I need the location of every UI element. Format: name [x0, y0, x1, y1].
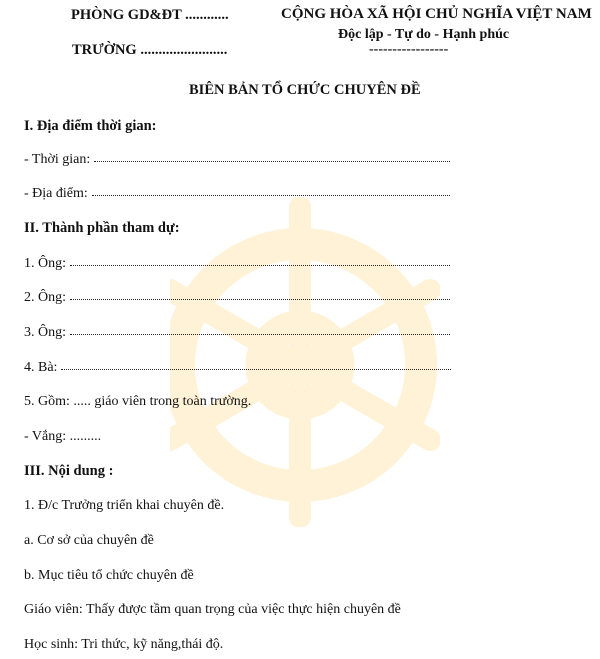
participant-1-fill-line[interactable] — [70, 265, 450, 266]
participant-3-field[interactable] — [24, 326, 450, 340]
location-field[interactable] — [24, 187, 450, 201]
department-label: PHÒNG GD&ĐT ............ — [71, 7, 229, 23]
content-line-1: 1. Đ/c Trưởng triển khai chuyên đề. — [24, 498, 225, 513]
participant-4-label: 4. Bà: — [24, 360, 58, 375]
header-divider: ----------------- — [369, 42, 449, 57]
participant-4-fill-line[interactable] — [61, 369, 451, 370]
absent-line: - Vắng: ......... — [24, 429, 102, 444]
time-fill-line[interactable] — [94, 161, 450, 162]
location-fill-line[interactable] — [92, 195, 450, 196]
content-line-basis: a. Cơ sở của chuyên đề — [24, 533, 154, 548]
content-line-students: Học sinh: Tri thức, kỹ năng,thái độ. — [24, 637, 224, 652]
time-label: - Thời gian: — [24, 152, 91, 167]
document-title: BIÊN BẢN TỔ CHỨC CHUYÊN ĐỀ — [189, 82, 421, 98]
participant-1-field[interactable] — [24, 257, 450, 271]
section-heading-location-time: I. Địa điểm thời gian: — [24, 118, 157, 134]
time-field[interactable] — [24, 153, 450, 167]
participant-2-fill-line[interactable] — [70, 299, 450, 300]
participant-2-field[interactable] — [24, 291, 450, 305]
attendees-count-line: 5. Gồm: ..... giáo viên trong toàn trường. — [24, 394, 252, 409]
participant-3-fill-line[interactable] — [70, 334, 450, 335]
participant-1-label: 1. Ông: — [24, 256, 66, 271]
school-label: TRƯỜNG ........................ — [72, 42, 228, 58]
participant-4-field[interactable] — [24, 361, 451, 375]
content-line-objectives: b. Mục tiêu tổ chức chuyên đề — [24, 568, 194, 583]
participant-3-label: 3. Ông: — [24, 325, 66, 340]
section-heading-participants: II. Thành phần tham dự: — [24, 220, 180, 236]
location-label: - Địa điểm: — [24, 186, 88, 201]
motto: Độc lập - Tự do - Hạnh phúc — [338, 27, 510, 42]
nation-title: CỘNG HÒA XÃ HỘI CHỦ NGHĨA VIỆT NAM — [281, 6, 592, 22]
content-line-teachers: Giáo viên: Thấy được tầm quan trọng của việc thực hiện chuyên đề — [24, 602, 401, 617]
participant-2-label: 2. Ông: — [24, 290, 66, 305]
section-heading-content: III. Nội dung : — [24, 463, 114, 479]
